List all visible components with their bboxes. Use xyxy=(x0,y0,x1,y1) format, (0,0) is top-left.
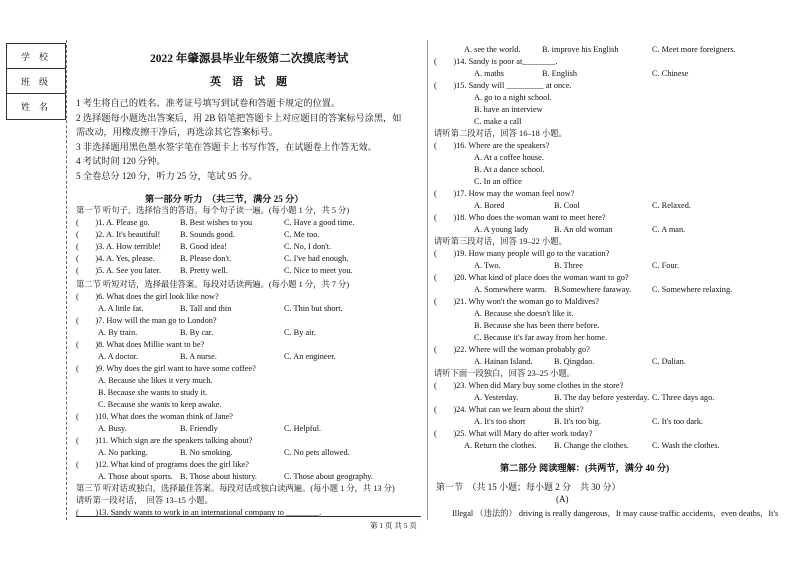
question-stem: ( )18. Who does the woman want to meet here? xyxy=(434,213,606,222)
question-row: ( )4. A. Yes, please. B. Please don't. C. I've had enough. xyxy=(76,254,349,263)
answer-line xyxy=(76,516,421,517)
q6-12-block xyxy=(76,291,421,519)
options-row: A. A young lady B. An old woman C. A man. xyxy=(474,225,686,234)
question-stem: ( )8. What does Millie want to be? xyxy=(76,340,205,349)
question-stem: ( )22. Where will the woman probably go? xyxy=(434,345,590,354)
dialog2-instruction: 请听第二段对话，回答 16–18 小题。 xyxy=(434,129,567,138)
part2-section1: 第一节 （共 15 小题；每小题 2 分 共 30 分） xyxy=(436,482,621,492)
instructions xyxy=(76,96,421,183)
question-row: ( )3. A. How terrible! B. Good idea! C. No, I don't. xyxy=(76,242,332,251)
question-stem: ( )12. What kind of programs does the girl like? xyxy=(76,460,249,469)
options-row: A. Those about sports. B. Those about history. C. Those about geography. xyxy=(98,472,373,481)
dialog3-instruction: 请听第三段对话，回答 19–22 小题。 xyxy=(434,237,567,246)
options-row: A. No parking. B. No smoking. C. No pets allowed. xyxy=(98,448,350,457)
monologue-instruction: 请听下面一段独白，回答 23–25 小题。 xyxy=(434,369,576,378)
question-stem: ( )19. How many people will go to the vacation? xyxy=(434,249,610,258)
options-row: A. A little fat. B. Tall and thin C. Thin but short. xyxy=(98,304,343,313)
part1-heading: 第一部分 听力 （共三节，满分 25 分） xyxy=(145,194,304,204)
question-row: ( )1. A. Please go. B. Best wishes to you C. Have a good time. xyxy=(76,218,355,227)
exam-subtitle: 英 语 试 题 xyxy=(210,76,287,88)
instruction-line: 1 考生将自己的姓名、准考证号填写到试卷和答题卡规定的位置。 xyxy=(76,98,341,108)
options-row: A. Hainan Island. B. Qingdao. C. Dalian. xyxy=(474,357,686,366)
question-stem: ( )23. When did Mary buy some clothes in the store? xyxy=(434,381,624,390)
options-row: A. see the world. B. improve his English C. Meet more foreigners. xyxy=(464,45,736,54)
instruction-line: 5 全卷总分 120 分，听力 25 分，笔试 95 分。 xyxy=(76,170,258,181)
class-label: 班 级 xyxy=(7,69,65,94)
options-row: A. Somewhere warm. B.Somewhere faraway. C. Somewhere relaxing. xyxy=(474,285,733,294)
q1-5-block xyxy=(76,217,355,277)
options-row: A. Bored B. Cool C. Relaxed. xyxy=(474,201,691,210)
option: C. Because she wants to keep awake. xyxy=(98,400,222,409)
option: B. At a dance school. xyxy=(474,165,545,174)
question-stem: ( )10. What does the woman think of Jane? xyxy=(76,412,233,421)
column-divider xyxy=(427,40,428,520)
question-stem: ( )13. Sandy wants to work in an international company to ________. xyxy=(76,508,322,517)
question-stem: ( )9. Why does the girl want to have some coffee? xyxy=(76,364,256,373)
option: A. Because she doesn't like it. xyxy=(474,309,574,318)
option: B. Because she has been there before. xyxy=(474,321,600,330)
page-footer: 第 1 页 共 5 页 xyxy=(370,521,417,530)
question-row: ( )5. A. See you later. B. Pretty well. C. Nice to meet you. xyxy=(76,266,353,275)
right-column xyxy=(434,44,789,452)
options-row: A. A doctor. B. A nurse. C. An engineer. xyxy=(98,352,336,361)
question-stem: ( )15. Sandy will _________ at once. xyxy=(434,81,572,90)
options-row: A. maths B. English C. Chinese xyxy=(474,69,689,78)
section3-instruction: 第三节 听对话或独白，选择最佳答案。每段对话或独白读两遍。(每小题 1 分，共 13 分) xyxy=(76,484,395,493)
option: C. Because it's far away from her home. xyxy=(474,333,608,342)
student-info-box xyxy=(6,43,66,120)
question-stem: ( )14. Sandy is poor at________. xyxy=(434,57,558,66)
options-row: A. Yesterday. B. The day before yesterday. C. Three days ago. xyxy=(474,393,715,402)
question-stem: ( )20. What kind of place does the woman want to go? xyxy=(434,273,629,282)
option: C. In an office xyxy=(474,177,522,186)
question-row: ( )2. A. It's beautiful! B. Sounds good. C. Me too. xyxy=(76,230,320,239)
question-stem: ( )24. What can we learn about the shirt? xyxy=(434,405,584,414)
options-row: A. Two. B. Three C. Four. xyxy=(474,261,679,270)
question-stem: ( )6. What does the girl look like now? xyxy=(76,292,219,301)
option: C. make a call xyxy=(474,117,522,126)
question-stem: ( )7. How will the man go to London? xyxy=(76,316,217,325)
exam-title: 2022 年肇源县毕业年级第二次摸底考试 xyxy=(150,53,349,65)
question-stem: ( )16. Where are the speakers? xyxy=(434,141,550,150)
option: B. have an interview xyxy=(474,105,543,114)
section1-instruction: 第一节 听句子，选择恰当的答语。每个句子读一遍。(每小题 1 分，共 5 分) xyxy=(76,206,350,215)
name-label: 姓 名 xyxy=(21,102,49,112)
question-stem: ( )21. Why won't the woman go to Maldives? xyxy=(434,297,599,306)
options-row: A. By train. B. By car. C. By air. xyxy=(98,328,316,337)
section2-instruction: 第二节 听短对话，选择最佳答案。每段对话读两遍。(每小题 1 分，共 7 分) xyxy=(76,280,350,289)
option: B. Because she wants to study it. xyxy=(98,388,208,397)
passage-text: Illegal （违法的） driving is really dangerous，It may cause traffic accidents，even deaths，It's xyxy=(452,509,779,518)
instruction-line: 需改动，用橡皮擦干净后，再选涂其它答案标号。 xyxy=(76,127,279,137)
options-row: A. It's too short B. It's too big. C. It's too dark. xyxy=(474,417,704,426)
option: A. At a coffee house. xyxy=(474,153,544,162)
question-stem: ( )25. What will Mary do after work today? xyxy=(434,429,593,438)
question-stem: ( )11. Which sign are the speakers talking about? xyxy=(76,436,253,445)
binding-line xyxy=(66,40,67,520)
passage-label: (A) xyxy=(556,494,569,504)
dialog1-instruction: 请听第一段对话， 回答 13–15 小题。 xyxy=(76,496,213,505)
options-row: A. Return the clothes. B. Change the clothes. C. Wash the clothes. xyxy=(464,441,720,450)
instruction-line: 3 非选择题用黑色墨水签字笔在答题卡上书写作答，在试题卷上作答无效。 xyxy=(76,141,377,152)
options-row: A. Busy. B. Friendly C. Helpful. xyxy=(98,424,322,433)
option: A. go to a night school. xyxy=(474,93,552,102)
part2-heading: 第二部分 阅读理解：(共两节，满分 40 分) xyxy=(500,463,670,473)
question-stem: ( )17. How may the woman feel now? xyxy=(434,189,575,198)
instruction-line: 4 考试时间 120 分钟。 xyxy=(76,156,166,166)
school-label: 学 校 xyxy=(7,44,65,69)
option: A. Because she likes it very much. xyxy=(98,376,213,385)
instruction-line: 2 选择题每小题选出答案后，用 2B 铅笔把答题卡上对应题目的答案标号涂黑，如 xyxy=(76,112,402,123)
